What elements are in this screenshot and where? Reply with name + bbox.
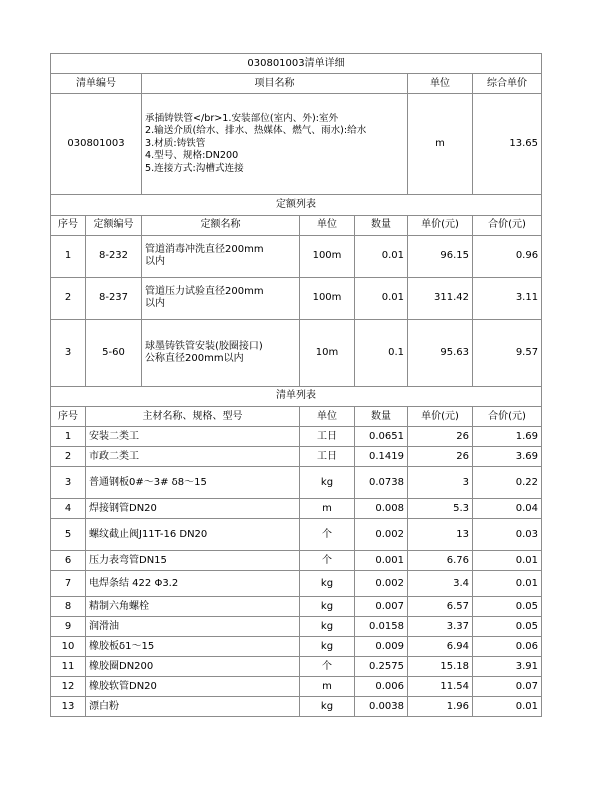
quota-header-qty: 数量 [355,215,408,235]
material-name: 润滑油 [86,617,300,637]
material-name: 电焊条结 422 Φ3.2 [86,571,300,597]
materials-header-price: 单价(元) [408,407,473,427]
material-unit: kg [300,597,355,617]
material-no: 7 [51,571,86,597]
col-header-unit: 单位 [408,74,473,94]
material-total: 0.01 [473,697,542,717]
quota-name [142,277,300,319]
material-no: 9 [51,617,86,637]
material-name: 压力表弯管DN15 [86,551,300,571]
materials-header-name: 主材名称、规格、型号 [86,407,300,427]
item-desc-line: 3.材质:铸铁管 [145,137,206,149]
material-qty: 0.0158 [355,617,408,637]
materials-header-qty: 数量 [355,407,408,427]
material-name: 螺纹截止阀J11T-16 DN20 [86,519,300,551]
material-price: 13 [408,519,473,551]
material-total: 0.07 [473,677,542,697]
quota-row [51,319,542,386]
quota-header-code: 定额编号 [86,215,142,235]
material-unit: m [300,677,355,697]
material-qty: 0.002 [355,571,408,597]
item-description [142,94,408,195]
material-row [51,617,542,637]
material-qty: 0.0038 [355,697,408,717]
material-no: 2 [51,447,86,467]
material-no: 10 [51,637,86,657]
material-price: 5.3 [408,499,473,519]
material-total: 0.05 [473,597,542,617]
quota-header-price: 单价(元) [408,215,473,235]
quota-qty: 0.01 [355,277,408,319]
quota-section-title: 定额列表 [51,195,542,215]
item-desc-line: 承插铸铁管</br>1.安装部位(室内、外):室外 [145,112,339,124]
material-no: 12 [51,677,86,697]
material-price: 6.76 [408,551,473,571]
material-unit: kg [300,467,355,499]
material-name: 漂白粉 [86,697,300,717]
material-row [51,519,542,551]
quota-qty: 0.01 [355,235,408,277]
material-unit: 个 [300,519,355,551]
material-no: 13 [51,697,86,717]
materials-header-no: 序号 [51,407,86,427]
material-row [51,499,542,519]
material-total: 0.05 [473,617,542,637]
material-unit: 工日 [300,447,355,467]
col-header-name: 项目名称 [142,74,408,94]
material-total: 0.01 [473,571,542,597]
item-desc-line: 5.连接方式:沟槽式连接 [145,162,244,174]
material-qty: 0.1419 [355,447,408,467]
quota-price: 311.42 [408,277,473,319]
material-row [51,657,542,677]
material-no: 3 [51,467,86,499]
material-price: 6.94 [408,637,473,657]
material-price: 26 [408,447,473,467]
material-price: 3.37 [408,617,473,637]
material-unit: 个 [300,657,355,677]
material-row [51,677,542,697]
quota-name-line: 公称直径200mm以内 [145,352,244,364]
material-total: 3.69 [473,447,542,467]
quota-code: 8-232 [86,235,142,277]
material-qty: 0.008 [355,499,408,519]
material-qty: 0.007 [355,597,408,617]
quota-name-line: 以内 [145,298,165,309]
material-unit: 工日 [300,427,355,447]
quota-price: 95.63 [408,319,473,386]
quota-no: 2 [51,277,86,319]
materials-body [51,427,542,717]
material-unit: m [300,499,355,519]
quota-no: 3 [51,319,86,386]
material-row [51,427,542,447]
quota-header-total: 合价(元) [473,215,542,235]
quota-name [142,235,300,277]
bill-header-table [50,53,542,195]
material-no: 5 [51,519,86,551]
material-qty: 0.009 [355,637,408,657]
material-price: 3 [408,467,473,499]
quota-table [50,195,542,387]
material-name: 普通钢板0#～3# δ8～15 [86,467,300,499]
material-total: 0.01 [473,551,542,571]
material-no: 4 [51,499,86,519]
quota-name-line: 球墨铸铁管安装(胶圈接口) [145,340,263,352]
material-unit: kg [300,697,355,717]
material-no: 8 [51,597,86,617]
material-price: 11.54 [408,677,473,697]
quota-code: 8-237 [86,277,142,319]
material-price: 15.18 [408,657,473,677]
material-qty: 0.006 [355,677,408,697]
material-row [51,697,542,717]
material-unit: 个 [300,551,355,571]
materials-header-unit: 单位 [300,407,355,427]
material-no: 6 [51,551,86,571]
material-qty: 0.2575 [355,657,408,677]
quota-row [51,235,542,277]
material-name: 安装二类工 [86,427,300,447]
item-desc-line: 4.型号、规格:DN200 [145,150,239,162]
material-name: 精制六角螺栓 [86,597,300,617]
quota-header-no: 序号 [51,215,86,235]
material-qty: 0.001 [355,551,408,571]
col-header-code: 清单编号 [51,74,142,94]
material-unit: kg [300,571,355,597]
materials-header-total: 合价(元) [473,407,542,427]
material-name: 橡胶板δ1～15 [86,637,300,657]
material-row [51,571,542,597]
item-unit: m [408,94,473,195]
material-qty: 0.0738 [355,467,408,499]
material-price: 26 [408,427,473,447]
item-price: 13.65 [473,94,542,195]
quota-total: 9.57 [473,319,542,386]
material-no: 11 [51,657,86,677]
material-total: 1.69 [473,427,542,447]
quota-total: 3.11 [473,277,542,319]
quota-unit: 10m [300,319,355,386]
material-name: 焊接钢管DN20 [86,499,300,519]
item-code: 030801003 [51,94,142,195]
material-name: 橡胶软管DN20 [86,677,300,697]
material-row [51,597,542,617]
material-unit: kg [300,637,355,657]
material-row [51,637,542,657]
quota-unit: 100m [300,277,355,319]
material-no: 1 [51,427,86,447]
material-name: 橡胶圈DN200 [86,657,300,677]
material-row [51,447,542,467]
material-price: 6.57 [408,597,473,617]
bill-detail-sheet [50,53,541,717]
material-price: 3.4 [408,571,473,597]
material-row [51,467,542,499]
quota-name-line: 管道消毒冲洗直径200mm [145,244,264,255]
quota-name-line: 管道压力试验直径200mm [145,286,264,297]
material-qty: 0.0651 [355,427,408,447]
col-header-price: 综合单价 [473,74,542,94]
material-total: 0.06 [473,637,542,657]
quota-no: 1 [51,235,86,277]
quota-header-name: 定额名称 [142,215,300,235]
quota-name-line: 以内 [145,256,165,267]
material-qty: 0.002 [355,519,408,551]
quota-code: 5-60 [86,319,142,386]
material-row [51,551,542,571]
material-unit: kg [300,617,355,637]
quota-total: 0.96 [473,235,542,277]
materials-section-title: 清单列表 [51,387,542,407]
sheet-title: 030801003清单详细 [51,54,542,74]
material-name: 市政二类工 [86,447,300,467]
quota-row [51,277,542,319]
quota-price: 96.15 [408,235,473,277]
quota-name [142,319,300,386]
quota-header-unit: 单位 [300,215,355,235]
material-total: 3.91 [473,657,542,677]
material-total: 0.22 [473,467,542,499]
quota-qty: 0.1 [355,319,408,386]
item-desc-line: 2.输送介质(给水、排水、热媒体、燃气、雨水):给水 [145,125,367,137]
material-total: 0.03 [473,519,542,551]
quota-unit: 100m [300,235,355,277]
materials-table [50,387,542,718]
material-total: 0.04 [473,499,542,519]
material-price: 1.96 [408,697,473,717]
